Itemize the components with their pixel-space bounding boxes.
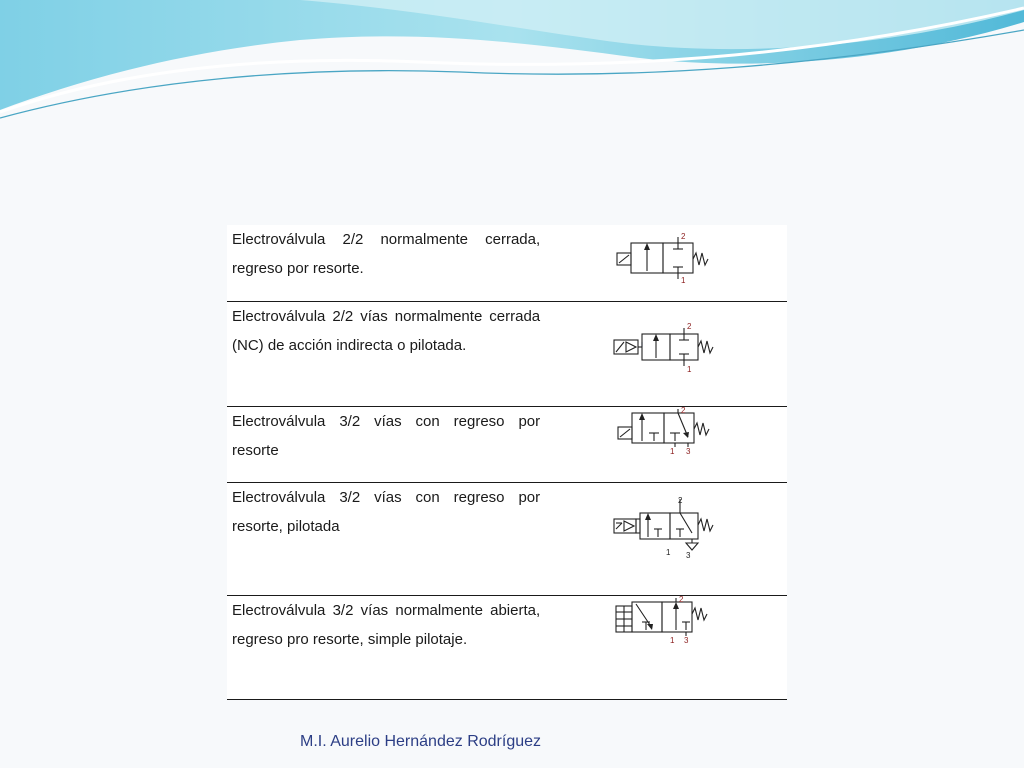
valve-description: Electroválvula 2/2 normalmente cerrada, regreso por resorte. (227, 225, 546, 301)
valve-description: Electroválvula 3/2 vías con regreso por resorte (227, 406, 546, 482)
svg-text:1: 1 (680, 276, 686, 285)
header-wave-banner (0, 0, 1024, 120)
valve-3-2-no-single-pilot-symbol (612, 596, 722, 646)
svg-text:1: 1 (665, 547, 671, 557)
valve-2-2-nc-spring-return-symbol (612, 225, 722, 285)
svg-text:3: 3 (685, 550, 691, 560)
svg-text:3: 3 (685, 446, 691, 456)
svg-text:2: 2 (677, 495, 683, 505)
valve-3-2-spring-return-symbol (612, 407, 722, 457)
svg-text:2: 2 (678, 595, 684, 604)
valve-3-2-spring-return-piloted-symbol (612, 495, 722, 565)
author-footer: M.I. Aurelio Hernández Rodríguez (300, 733, 542, 750)
svg-text:2: 2 (680, 406, 686, 415)
table-row (227, 406, 787, 482)
valve-2-2-nc-piloted-symbol (612, 314, 722, 374)
svg-text:1: 1 (686, 364, 692, 374)
table-row (227, 301, 787, 406)
valve-table (227, 225, 787, 700)
valve-description: Electroválvula 3/2 vías con regreso por resorte, pilotada (227, 482, 546, 595)
table-row (227, 482, 787, 595)
svg-text:1: 1 (669, 446, 675, 456)
svg-text:3: 3 (683, 635, 689, 645)
valve-description: Electroválvula 3/2 vías normalmente abierta, regreso pro resorte, simple pilotaje. (227, 595, 546, 699)
valve-description: Electroválvula 2/2 vías normalmente cerrada (NC) de acción indirecta o pilotada. (227, 301, 546, 406)
svg-text:2: 2 (686, 321, 692, 331)
svg-text:2: 2 (680, 232, 686, 241)
table-row (227, 225, 787, 301)
table-row (227, 595, 787, 699)
svg-text:1: 1 (669, 635, 675, 645)
